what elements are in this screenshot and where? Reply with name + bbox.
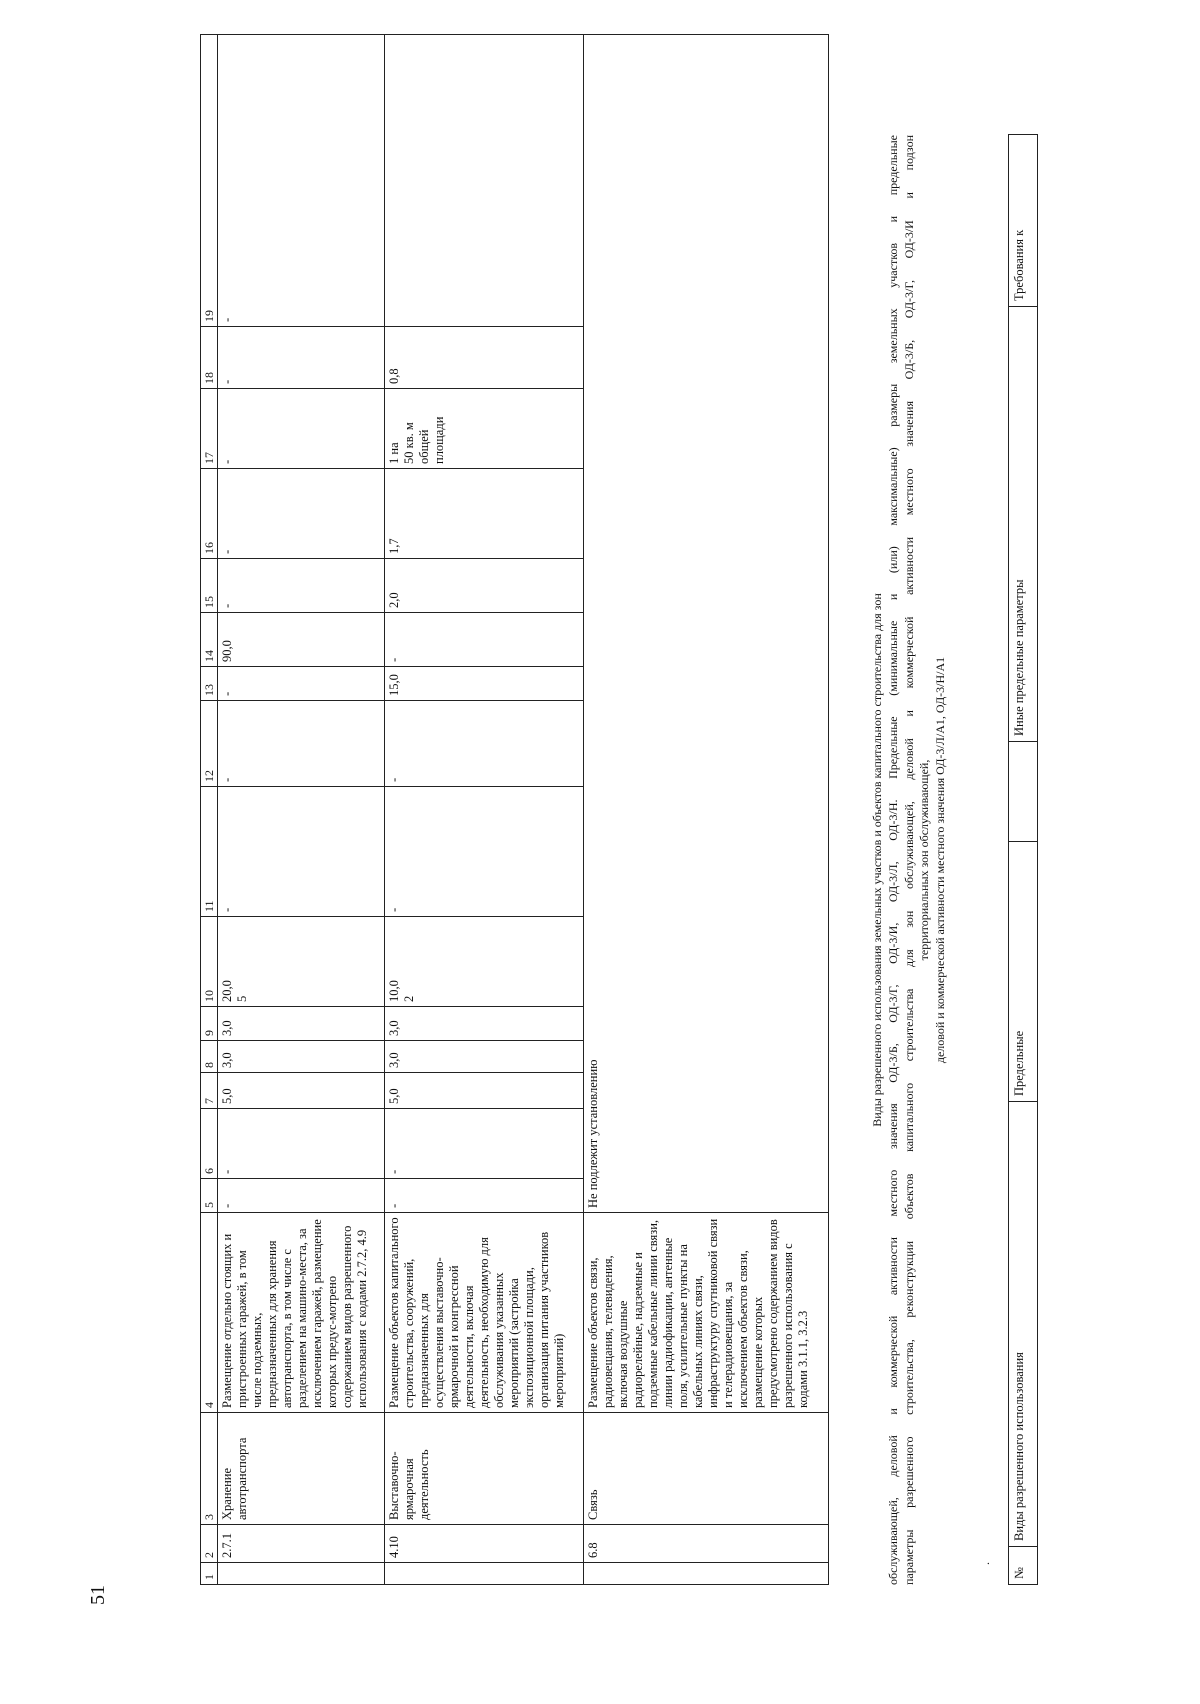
cell-c14: 90,0 (218, 613, 385, 667)
cell-c18: - (218, 327, 385, 389)
cell-name: Хранение автотранспорта (218, 1413, 385, 1525)
caption-line: Виды разрешенного использования земельных участков и объектов капитального строительства для зон (870, 593, 884, 1127)
cell-c8: 3,0 (385, 1041, 584, 1073)
col-header: 3 (201, 1413, 218, 1525)
header-number: № (1009, 1547, 1038, 1585)
cell-description: Размещение объектов капитального строительства, сооружений, предназначенных для осуществления выставочно-ярмарочной и конгрессной деятельности, включая деятельность, необходимую для обслуживания указанных мероприятий (застройка экспозиционной площади, организация питания участников мероприятий) (385, 1213, 584, 1413)
cell-description: Размещение объектов связи, радиовещания, телевидения, включая воздушные радиорелейные, надземные и подземные кабельные линии связи, линии радиофикации, антенные поля, усилительные пункты на кабельных линиях связи, инфраструктуру спутниковой связи и телерадиовещания, за исключением объектов связи, размещение которых предусмотрено содержанием видов разрешенного использования с кодами 3.1.1, 3.2.3 (584, 1213, 829, 1413)
cell-c7: 5,0 (385, 1073, 584, 1109)
cell-code: 4.10 (385, 1525, 584, 1563)
next-table-header (1008, 134, 1038, 1585)
cell-c5: - (385, 1179, 584, 1213)
table-row (385, 35, 584, 1585)
header-other-params: Иные предельные параметры (1009, 307, 1038, 742)
cell-c9: 3,0 (218, 1007, 385, 1041)
cell-c5: - (218, 1179, 385, 1213)
cell-c8: 3,0 (218, 1041, 385, 1073)
table-row (584, 35, 829, 1585)
cell-not-applicable: Не подлежит установлению (584, 35, 829, 1213)
caption-line: обслуживающей, деловой и коммерческой активности местного значения ОД-3/Б, ОД-3/Г, ОД-3/И, ОД-3/Л, ОД-3/Н. Предельные (минимальные и (или) максимальные) размеры земельных участков и предельные (885, 135, 900, 1585)
cell-c19 (385, 35, 584, 327)
col-header: 10 (201, 917, 218, 1007)
col-header: 12 (201, 701, 218, 787)
caption-line: параметры разрешенного строительства, реконструкции объектов капитального строительства для зон обслуживающей, деловой и коммерческой активности местного значения ОД-3/Б, ОД-3/Г, ОД-3/И и подзон (901, 135, 916, 1585)
cell-c12: - (218, 701, 385, 787)
cell-c7: 5,0 (218, 1073, 385, 1109)
col-header: 18 (201, 327, 218, 389)
col-header: 16 (201, 469, 218, 559)
cell-code: 2.7.1 (218, 1525, 385, 1563)
cell-c12: - (385, 701, 584, 787)
cell-c16: - (218, 469, 385, 559)
col-header: 9 (201, 1007, 218, 1041)
cell-c15: 2,0 (385, 559, 584, 613)
cell-c10: 20,0 5 (218, 917, 385, 1007)
cell-name: Выставочно-ярмарочная деятельность (385, 1413, 584, 1525)
col-header: 11 (201, 787, 218, 917)
column-number-row (201, 35, 218, 1585)
header-empty (1009, 742, 1038, 842)
cell-name: Связь (584, 1413, 829, 1525)
col-header: 19 (201, 35, 218, 327)
col-header: 6 (201, 1109, 218, 1179)
cell-c14: - (385, 613, 584, 667)
cell-c13: - (218, 667, 385, 701)
caption-line: деловой и коммерческой активности местного значения ОД-3/Л/А1, ОД-3/Н/А1 (933, 656, 948, 1064)
land-use-table (200, 34, 829, 1585)
col-header: 17 (201, 389, 218, 469)
cell-c13: 15,0 (385, 667, 584, 701)
col-header: 13 (201, 667, 218, 701)
cell-c11: - (385, 787, 584, 917)
cell-c1 (218, 1563, 385, 1585)
col-header: 5 (201, 1179, 218, 1213)
scan-mark: . (978, 1562, 992, 1565)
cell-c17: 1 на 50 кв. м общей площади (385, 389, 584, 469)
header-types: Виды разрешенного использования (1009, 1102, 1038, 1547)
header-limit: Предельные (1009, 842, 1038, 1102)
col-header: 14 (201, 613, 218, 667)
cell-c15: - (218, 559, 385, 613)
cell-c18: 0,8 (385, 327, 584, 389)
page-number: 51 (87, 1585, 109, 1605)
cell-c11: - (218, 787, 385, 917)
col-header: 2 (201, 1525, 218, 1563)
cell-description: Размещение отдельно стоящих и пристроенных гаражей, в том числе подземных, предназначенных для хранения автотранспорта, в том числе с разделением на машино-места, за исключением гаражей, размещение которых предус-мотрено содержанием видов разрешенного использования с кодами 2.7.2, 4.9 (218, 1213, 385, 1413)
cell-c19: - (218, 35, 385, 327)
cell-c16: 1,7 (385, 469, 584, 559)
header-requirements: Требования к (1009, 135, 1038, 307)
caption-line: территориальных зон обслуживающей, (917, 759, 932, 961)
cell-c1 (584, 1563, 829, 1585)
rotated-sheet (200, 25, 1200, 1585)
col-header: 7 (201, 1073, 218, 1109)
table-caption (870, 135, 949, 1585)
cell-c17: - (218, 389, 385, 469)
table-row (218, 35, 385, 1585)
cell-code: 6.8 (584, 1525, 829, 1563)
cell-c6: - (218, 1109, 385, 1179)
cell-c6: - (385, 1109, 584, 1179)
cell-c10: 10,0 2 (385, 917, 584, 1007)
col-header: 1 (201, 1563, 218, 1585)
col-header: 4 (201, 1213, 218, 1413)
cell-c9: 3,0 (385, 1007, 584, 1041)
col-header: 15 (201, 559, 218, 613)
cell-c1 (385, 1563, 584, 1585)
col-header: 8 (201, 1041, 218, 1073)
